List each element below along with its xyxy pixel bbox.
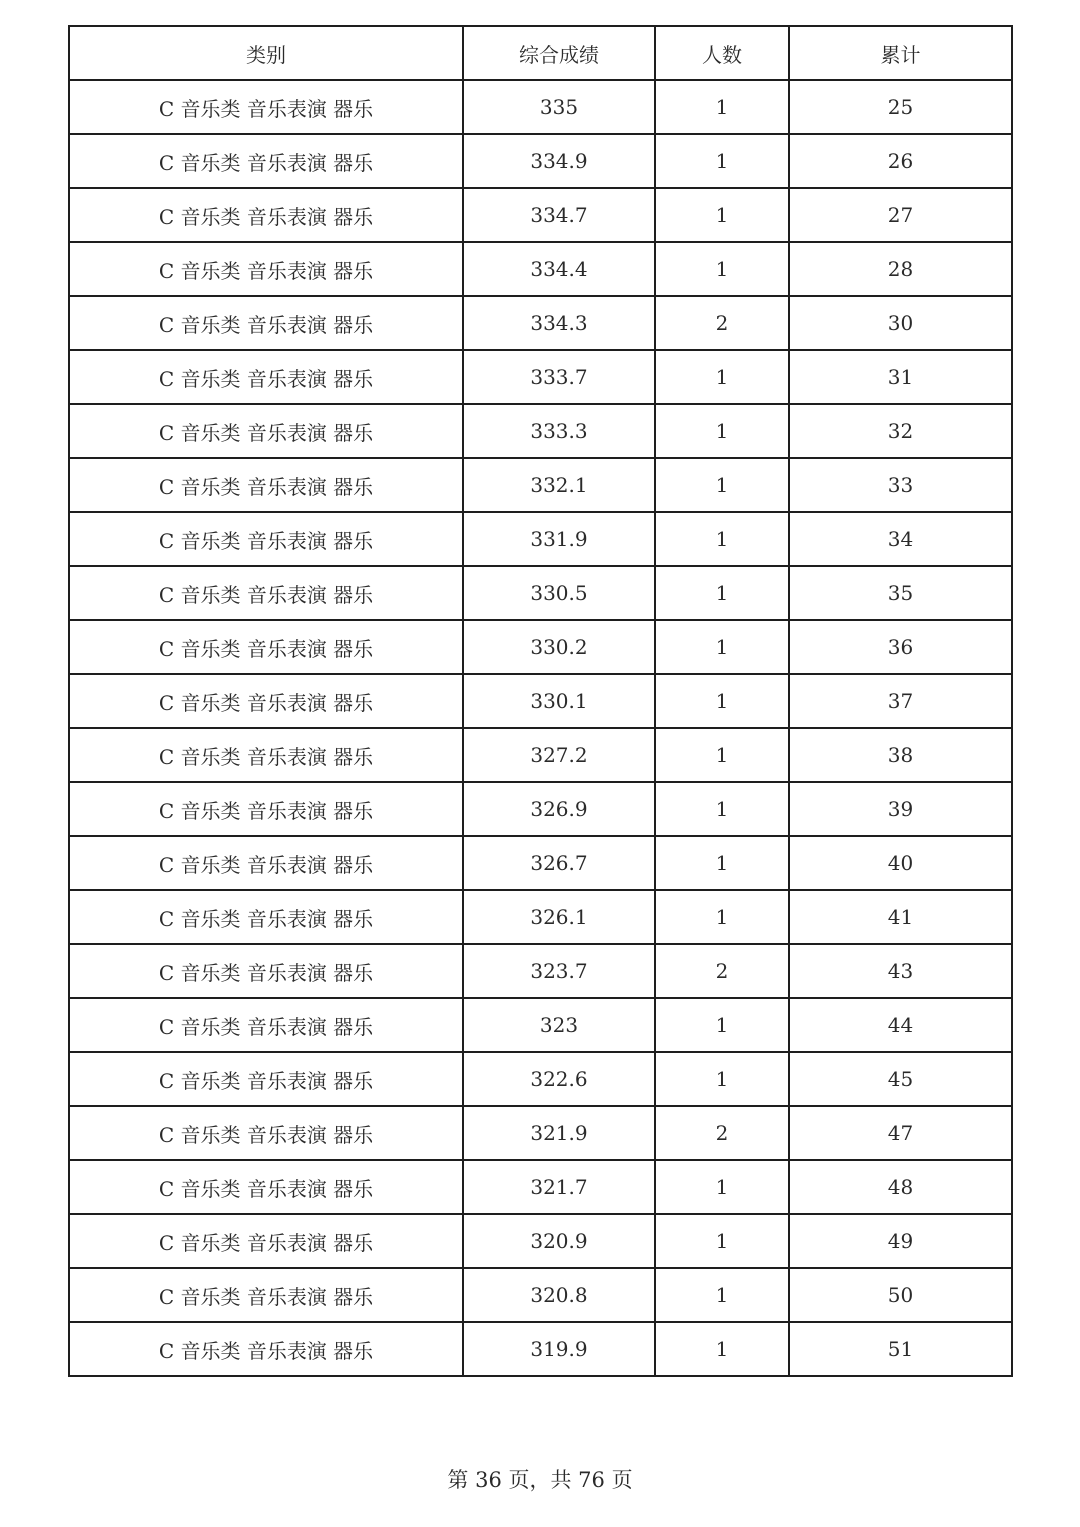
cell-cumulative: 28 [789,242,1012,296]
cell-cumulative: 32 [789,404,1012,458]
header-cumulative: 累计 [789,26,1012,80]
cell-score: 320.8 [463,1268,655,1322]
cell-category: C 音乐类 音乐表演 器乐 [69,836,463,890]
cell-cumulative: 35 [789,566,1012,620]
cell-cumulative: 45 [789,1052,1012,1106]
cell-category: C 音乐类 音乐表演 器乐 [69,1268,463,1322]
cell-score: 323.7 [463,944,655,998]
cell-category: C 音乐类 音乐表演 器乐 [69,80,463,134]
cell-score: 331.9 [463,512,655,566]
cell-score: 327.2 [463,728,655,782]
cell-cumulative: 27 [789,188,1012,242]
cell-score: 326.9 [463,782,655,836]
table-row [69,674,1012,728]
cell-count: 1 [655,674,789,728]
cell-cumulative: 49 [789,1214,1012,1268]
cell-score: 330.5 [463,566,655,620]
cell-category: C 音乐类 音乐表演 器乐 [69,134,463,188]
cell-category: C 音乐类 音乐表演 器乐 [69,944,463,998]
table-row [69,728,1012,782]
table-row [69,188,1012,242]
table-row [69,80,1012,134]
cell-category: C 音乐类 音乐表演 器乐 [69,1052,463,1106]
table-row [69,1214,1012,1268]
cell-cumulative: 50 [789,1268,1012,1322]
cell-cumulative: 39 [789,782,1012,836]
cell-category: C 音乐类 音乐表演 器乐 [69,512,463,566]
cell-count: 1 [655,836,789,890]
cell-count: 1 [655,1160,789,1214]
table-row [69,350,1012,404]
cell-cumulative: 43 [789,944,1012,998]
cell-category: C 音乐类 音乐表演 器乐 [69,458,463,512]
cell-count: 1 [655,1268,789,1322]
table-row [69,566,1012,620]
cell-count: 1 [655,1322,789,1376]
cell-count: 1 [655,728,789,782]
table-row [69,782,1012,836]
cell-score: 334.4 [463,242,655,296]
table-row [69,1268,1012,1322]
cell-category: C 音乐类 音乐表演 器乐 [69,998,463,1052]
cell-category: C 音乐类 音乐表演 器乐 [69,242,463,296]
cell-score: 330.2 [463,620,655,674]
table-row [69,620,1012,674]
table-row [69,296,1012,350]
cell-count: 2 [655,1106,789,1160]
page-number-footer: 第 36 页，共 76 页 [447,1468,633,1492]
cell-cumulative: 31 [789,350,1012,404]
cell-cumulative: 34 [789,512,1012,566]
cell-score: 323 [463,998,655,1052]
table-row [69,242,1012,296]
cell-cumulative: 47 [789,1106,1012,1160]
cell-count: 1 [655,350,789,404]
cell-score: 334.3 [463,296,655,350]
cell-score: 333.7 [463,350,655,404]
cell-category: C 音乐类 音乐表演 器乐 [69,350,463,404]
table-row [69,458,1012,512]
cell-cumulative: 30 [789,296,1012,350]
cell-count: 1 [655,458,789,512]
cell-score: 334.9 [463,134,655,188]
score-table [68,25,1013,1377]
cell-count: 1 [655,1214,789,1268]
table-row [69,890,1012,944]
cell-count: 1 [655,566,789,620]
cell-count: 1 [655,188,789,242]
cell-count: 1 [655,782,789,836]
cell-score: 332.1 [463,458,655,512]
cell-score: 326.7 [463,836,655,890]
cell-category: C 音乐类 音乐表演 器乐 [69,188,463,242]
cell-category: C 音乐类 音乐表演 器乐 [69,1214,463,1268]
cell-cumulative: 40 [789,836,1012,890]
table-row [69,1160,1012,1214]
cell-count: 2 [655,944,789,998]
cell-cumulative: 25 [789,80,1012,134]
cell-cumulative: 37 [789,674,1012,728]
cell-score: 335 [463,80,655,134]
header-count: 人数 [655,26,789,80]
cell-score: 321.7 [463,1160,655,1214]
cell-category: C 音乐类 音乐表演 器乐 [69,1160,463,1214]
cell-cumulative: 41 [789,890,1012,944]
cell-category: C 音乐类 音乐表演 器乐 [69,620,463,674]
cell-score: 322.6 [463,1052,655,1106]
cell-category: C 音乐类 音乐表演 器乐 [69,1106,463,1160]
cell-count: 1 [655,242,789,296]
table-body [69,80,1012,1376]
cell-count: 1 [655,512,789,566]
cell-score: 330.1 [463,674,655,728]
cell-count: 1 [655,620,789,674]
cell-category: C 音乐类 音乐表演 器乐 [69,674,463,728]
cell-score: 321.9 [463,1106,655,1160]
cell-score: 320.9 [463,1214,655,1268]
cell-category: C 音乐类 音乐表演 器乐 [69,296,463,350]
header-score: 综合成绩 [463,26,655,80]
table-header-row [69,26,1012,80]
table-row [69,836,1012,890]
table-row [69,512,1012,566]
table-row [69,1052,1012,1106]
cell-count: 1 [655,80,789,134]
cell-count: 1 [655,134,789,188]
table-row [69,998,1012,1052]
cell-count: 2 [655,296,789,350]
cell-score: 319.9 [463,1322,655,1376]
cell-cumulative: 33 [789,458,1012,512]
cell-category: C 音乐类 音乐表演 器乐 [69,782,463,836]
cell-cumulative: 44 [789,998,1012,1052]
cell-score: 326.1 [463,890,655,944]
cell-count: 1 [655,998,789,1052]
cell-category: C 音乐类 音乐表演 器乐 [69,1322,463,1376]
cell-category: C 音乐类 音乐表演 器乐 [69,404,463,458]
header-category: 类别 [69,26,463,80]
cell-category: C 音乐类 音乐表演 器乐 [69,728,463,782]
cell-cumulative: 36 [789,620,1012,674]
cell-count: 1 [655,1052,789,1106]
table-row [69,1106,1012,1160]
cell-category: C 音乐类 音乐表演 器乐 [69,566,463,620]
cell-cumulative: 26 [789,134,1012,188]
cell-cumulative: 51 [789,1322,1012,1376]
table-row [69,1322,1012,1376]
cell-score: 334.7 [463,188,655,242]
table-row [69,944,1012,998]
cell-cumulative: 48 [789,1160,1012,1214]
cell-cumulative: 38 [789,728,1012,782]
cell-score: 333.3 [463,404,655,458]
cell-count: 1 [655,404,789,458]
table-row [69,134,1012,188]
cell-count: 1 [655,890,789,944]
table-row [69,404,1012,458]
cell-category: C 音乐类 音乐表演 器乐 [69,890,463,944]
